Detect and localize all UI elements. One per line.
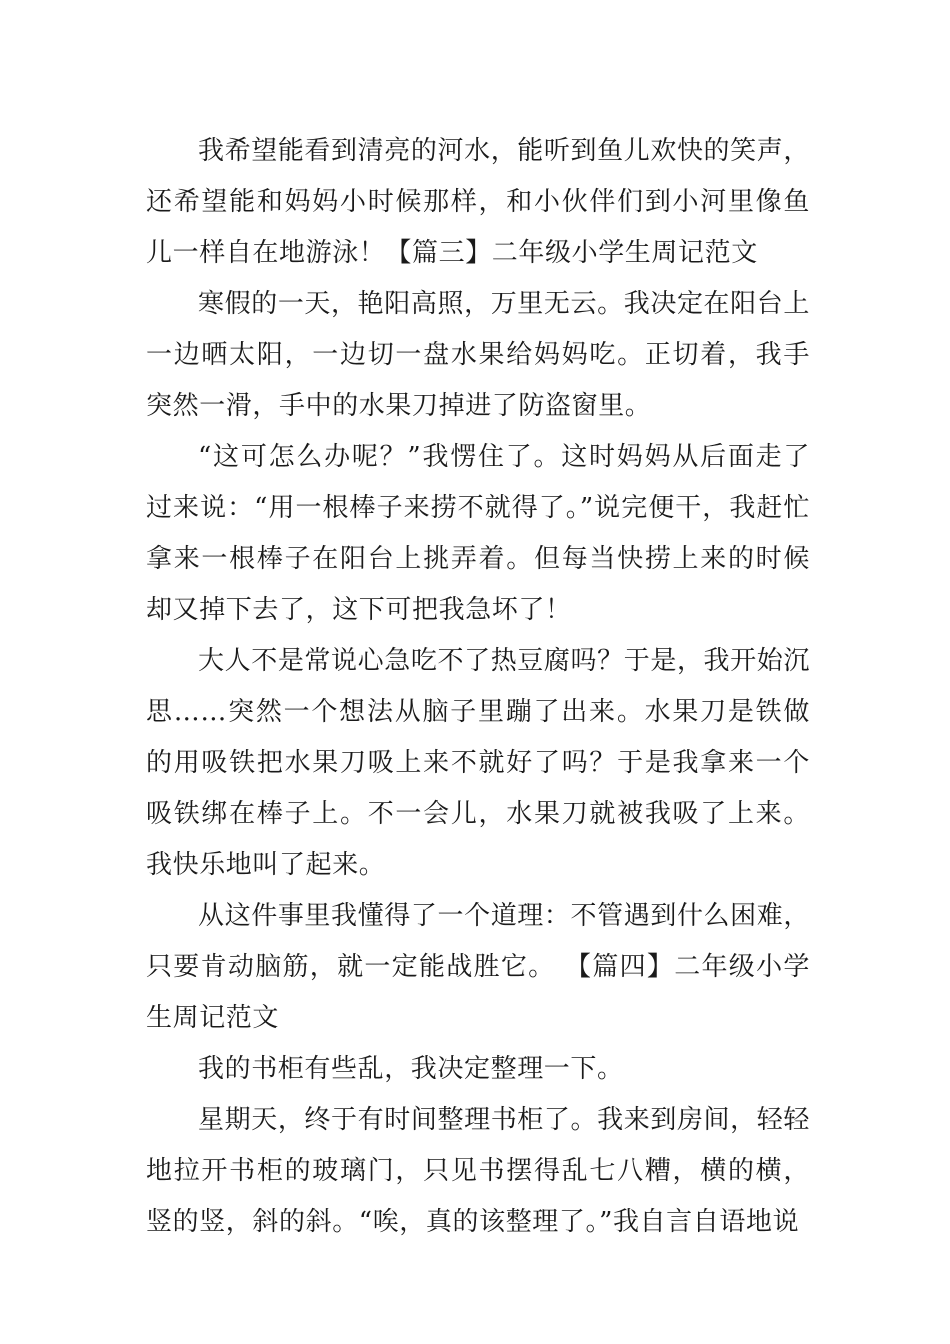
paragraph-7: 星期天，终于有时间整理书柜了。我来到房间，轻轻地拉开书柜的玻璃门，只见书摆得乱七八糟，横的横，竖的竖，斜的斜。“唉，真的该整理了。”我自言自语地说 xyxy=(146,1105,810,1237)
document-body xyxy=(146,126,810,1248)
paragraph-5: 从这件事里我懂得了一个道理：不管遇到什么困难，只要肯动脑筋，就一定能战胜它。 【篇四】二年级小学生周记范文 xyxy=(146,901,810,1033)
paragraph-6: 我的书柜有些乱，我决定整理一下。 xyxy=(198,1054,624,1084)
paragraph-4: 大人不是常说心急吃不了热豆腐吗？于是，我开始沉思……突然一个想法从脑子里蹦了出来。水果刀是铁做的用吸铁把水果刀吸上来不就好了吗？于是我拿来一个吸铁绑在棒子上。不一会儿，水果刀就被我吸了上来。我快乐地叫了起来。 xyxy=(146,646,810,880)
paragraph-1: 我希望能看到清亮的河水，能听到鱼儿欢快的笑声，还希望能和妈妈小时候那样，和小伙伴们到小河里像鱼儿一样自在地游泳！【篇三】二年级小学生周记范文 xyxy=(146,136,810,268)
paragraph-2: 寒假的一天，艳阳高照，万里无云。我决定在阳台上一边晒太阳，一边切一盘水果给妈妈吃。正切着，我手突然一滑，手中的水果刀掉进了防盗窗里。 xyxy=(146,289,810,421)
paragraph-3: “这可怎么办呢？”我愣住了。这时妈妈从后面走了过来说：“用一根棒子来捞不就得了。”说完便干，我赶忙拿来一根棒子在阳台上挑弄着。但每当快捞上来的时候却又掉下去了，这下可把我急坏了！ xyxy=(146,442,810,625)
